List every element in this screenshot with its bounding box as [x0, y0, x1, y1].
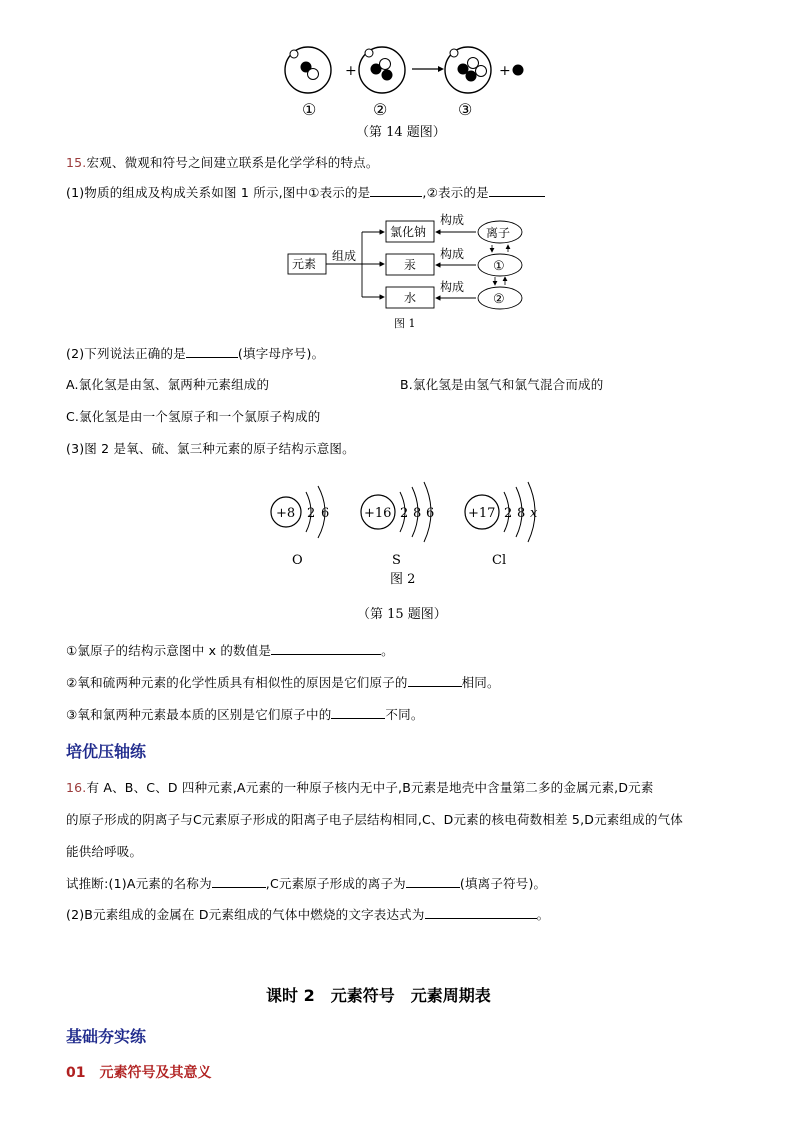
q16-line-3: 能供给呼吸。: [66, 844, 143, 859]
particle-label-1: ①: [493, 259, 505, 274]
svg-text:S: S: [392, 553, 401, 568]
compose-label: 组成: [332, 249, 357, 263]
svg-text:2: 2: [504, 506, 513, 521]
substance-label-hg: 汞: [404, 258, 417, 272]
svg-text:6: 6: [321, 506, 330, 521]
svg-text:8: 8: [413, 506, 422, 521]
q16-line-5: (2)B元素组成的金属在 D元素组成的气体中燃烧的文字表达式为 。: [66, 907, 550, 922]
q15-sub3: ③氧和氯两种元素最本质的区别是它们原子中的 不同。: [66, 707, 424, 722]
q16-line-2: 的原子形成的阴离子与C元素原子形成的阳离子电子层结构相同,C、D元素的核电荷数相差 5,D元素组成的气体: [66, 812, 683, 827]
answer-blank-5[interactable]: [408, 674, 462, 687]
fig14-label-2: ②: [373, 100, 388, 119]
fig14-label-1: ①: [302, 100, 317, 119]
ion-label: 离子: [486, 226, 511, 240]
svg-text:+8: +8: [276, 506, 296, 521]
fig14-caption: （第 14 题图）: [356, 125, 446, 140]
subsection-title: 01 元素符号及其意义: [66, 1065, 212, 1081]
plus-sign-2: +: [499, 63, 511, 79]
atom-structure-oxygen: [271, 486, 329, 568]
fig15-caption: （第 15 题图）: [357, 607, 447, 622]
substance-label-nacl: 氯化钠: [390, 225, 427, 239]
svg-text:8: 8: [517, 506, 526, 521]
option-b: B.氯化氢是由氢气和氯气混合而成的: [400, 377, 604, 392]
q15-part3: (3)图 2 是氧、硫、氯三种元素的原子结构示意图。: [66, 441, 355, 456]
q15-number: 15.: [66, 155, 87, 170]
lesson-title: 课时 2 元素符号 元素周期表: [266, 986, 491, 1005]
atom-diagram-2: [359, 47, 405, 93]
svg-text:2: 2: [307, 506, 316, 521]
q16-line-4: 试推断:(1)A元素的名称为 ,C元素原子形成的离子为 (填离子符号)。: [66, 876, 547, 891]
svg-text:6: 6: [426, 506, 435, 521]
q15-part1: (1)物质的组成及构成关系如图 1 所示,图中①表示的是 ,②表示的是: [66, 183, 545, 201]
svg-text:+17: +17: [468, 506, 496, 521]
svg-text:x: x: [530, 506, 538, 521]
figure-1-caption: 图 1: [394, 317, 416, 330]
q15-part2: (2)下列说法正确的是 (填字母序号)。: [66, 346, 325, 361]
substance-label-water: 水: [404, 291, 417, 305]
option-c: C.氯化氢是由一个氢原子和一个氯原子构成的: [66, 409, 321, 424]
option-a: A.氯化氢是由氢、氯两种元素组成的: [66, 377, 270, 392]
svg-text:O: O: [292, 553, 303, 568]
q15-sub1: ①氯原子的结构示意图中 x 的数值是 。: [66, 643, 394, 658]
q16-number: 16.: [66, 780, 87, 795]
svg-text:2: 2: [400, 506, 409, 521]
construct-label-2: 构成: [440, 247, 465, 261]
atom-structure-chlorine: [465, 482, 538, 568]
svg-text:Cl: Cl: [492, 553, 507, 568]
plus-sign-1: +: [345, 63, 357, 79]
answer-blank-2[interactable]: [489, 184, 545, 197]
answer-blank-3[interactable]: [186, 345, 238, 358]
answer-blank-7[interactable]: [212, 875, 266, 888]
q16-line-1: 16.有 A、B、C、D 四种元素,A元素的一种原子核内无中子,B元素是地壳中含量第二多的金属元素,D元素: [66, 780, 654, 795]
section-heading-basic: 基础夯实练: [66, 1027, 147, 1046]
atom-diagram-3: [445, 47, 491, 93]
construct-label-1: 构成: [440, 213, 465, 227]
particle-label-2: ②: [493, 292, 505, 307]
answer-blank-4[interactable]: [271, 642, 381, 655]
element-label: 元素: [292, 257, 317, 271]
answer-blank-6[interactable]: [331, 706, 385, 719]
section-heading-advanced: 培优压轴练: [66, 742, 147, 761]
answer-blank-8[interactable]: [406, 875, 460, 888]
svg-text:+16: +16: [364, 506, 392, 521]
figure-2-atomic-structure: [262, 478, 552, 588]
reaction-arrow: [412, 66, 444, 72]
atom-structure-sulfur: [361, 482, 434, 568]
figure-1-composition-diagram: [280, 210, 540, 335]
q15-sub2: ②氧和硫两种元素的化学性质具有相似性的原因是它们原子的 相同。: [66, 675, 500, 690]
answer-blank-9[interactable]: [425, 906, 537, 919]
atom-diagram-1: [285, 47, 331, 93]
construct-label-3: 构成: [440, 280, 465, 294]
answer-blank-1[interactable]: [370, 184, 422, 197]
q15-stem: 15.宏观、微观和符号之间建立联系是化学学科的特点。: [66, 155, 379, 170]
fig14-label-3: ③: [458, 100, 473, 119]
electron-dot: [513, 65, 524, 76]
figure-2-caption: 图 2: [390, 572, 416, 587]
